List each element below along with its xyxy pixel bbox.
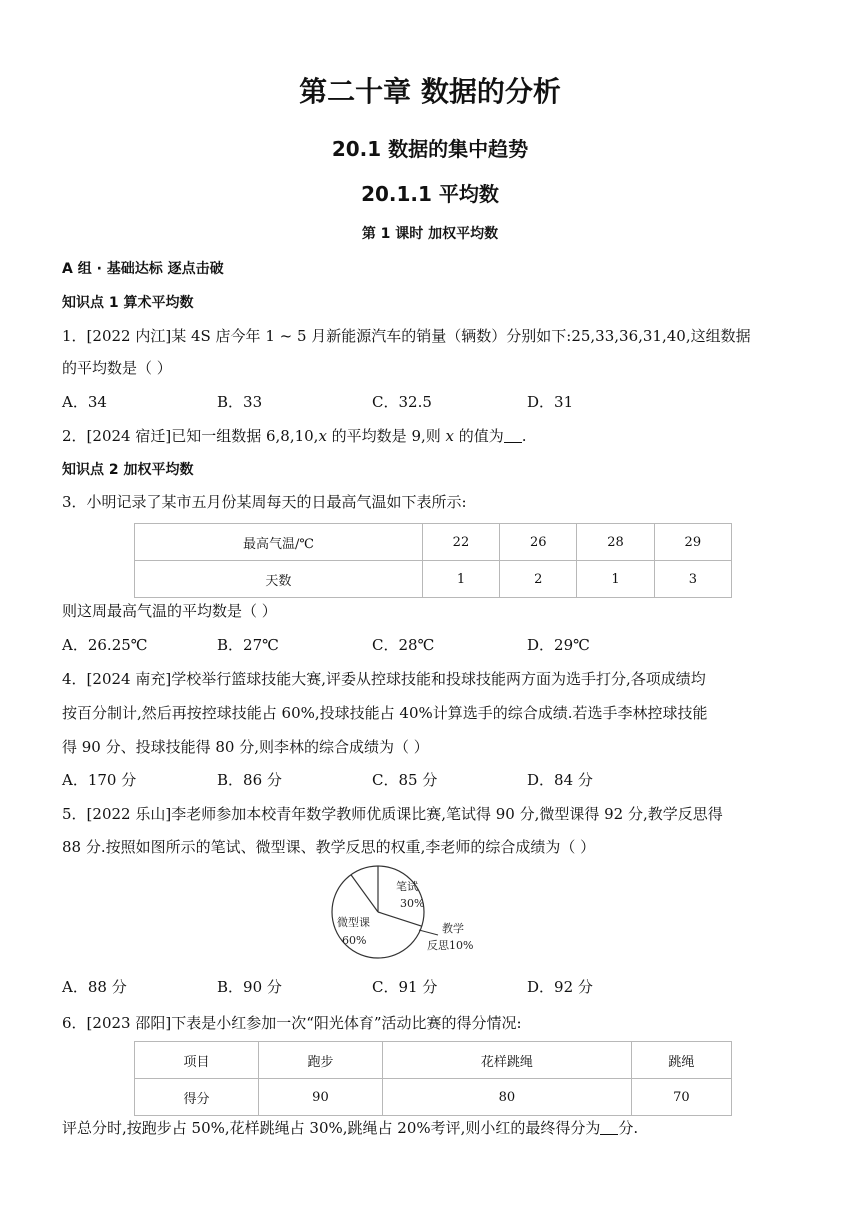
group-heading: A 组 · 基础达标 逐点击破 xyxy=(62,261,224,277)
table-cell: 90 xyxy=(258,1079,382,1116)
q3-line-2: 则这周最高气温的平均数是（ ） xyxy=(62,602,277,620)
q1-line-2: 的平均数是（ ） xyxy=(62,359,172,377)
table-cell: 花样跳绳 xyxy=(382,1042,631,1079)
q6-text-after: 分. xyxy=(618,1119,639,1137)
table-cell: 80 xyxy=(382,1079,631,1116)
weight-pie-chart xyxy=(330,862,510,962)
table-row xyxy=(135,1042,732,1079)
subsection-title: 20.1.1 平均数 xyxy=(361,182,499,206)
section-title: 20.1 数据的集中趋势 xyxy=(331,137,529,161)
table-row xyxy=(135,1079,732,1116)
table-cell: 26 xyxy=(500,524,577,561)
pie-label-written: 笔试 xyxy=(396,880,418,893)
table-cell: 3 xyxy=(654,561,731,598)
table-cell: 70 xyxy=(631,1079,731,1116)
pie-value-written: 30% xyxy=(400,897,425,910)
q4-line-1: 4．[2024 南充]学校举行篮球技能大赛,评委从控球技能和投球技能两方面为选手打分,各项成绩均 xyxy=(62,670,706,688)
q1-line-1: 1．[2022 内江]某 4S 店今年 1 ~ 5 月新能源汽车的销量（辆数）分别如下:25,33,36,31,40,这组数据 xyxy=(62,327,751,345)
q3-option-d[interactable]: D．29℃ xyxy=(527,636,590,654)
q5-option-b[interactable]: B．90 分 xyxy=(217,978,282,996)
q5-option-d[interactable]: D．92 分 xyxy=(527,978,593,996)
q1-options xyxy=(62,391,682,412)
table-cell: 最高气温/℃ xyxy=(135,524,423,561)
table-cell: 项目 xyxy=(135,1042,259,1079)
q5-line-1: 5．[2022 乐山]李老师参加本校青年数学教师优质课比赛,笔试得 90 分,微型课得 92 分,教学反思得 xyxy=(62,805,723,823)
q2-text-middle: 的平均数是 9,则 xyxy=(326,427,446,445)
table-cell: 得分 xyxy=(135,1079,259,1116)
table-cell: 2 xyxy=(500,561,577,598)
q4-option-c[interactable]: C．85 分 xyxy=(372,771,438,789)
q4-line-3: 得 90 分、投球技能得 80 分,则李林的综合成绩为（ ） xyxy=(62,738,429,756)
chapter-title: 第二十章 数据的分析 xyxy=(299,75,561,108)
q1-option-b[interactable]: B．33 xyxy=(217,393,263,411)
pie-value-microlesson: 60% xyxy=(342,934,367,947)
lesson-title: 第 1 课时 加权平均数 xyxy=(361,226,499,242)
q3-option-b[interactable]: B．27℃ xyxy=(217,636,279,654)
knowledge-point-2: 知识点 2 加权平均数 xyxy=(62,462,194,478)
pie-label-microlesson: 微型课 xyxy=(337,916,370,929)
q5-option-a[interactable]: A．88 分 xyxy=(62,978,127,996)
q3-option-c[interactable]: C．28℃ xyxy=(372,636,435,654)
table-cell: 跑步 xyxy=(258,1042,382,1079)
q2-line xyxy=(62,425,527,446)
q1-option-d[interactable]: D．31 xyxy=(527,393,574,411)
q6-text-before: 评总分时,按跑步占 50%,花样跳绳占 30%,跳绳占 20%考评,则小红的最终得分为 xyxy=(62,1119,601,1137)
q3-options xyxy=(62,634,682,655)
q4-option-a[interactable]: A．170 分 xyxy=(62,771,137,789)
table-cell: 1 xyxy=(422,561,499,598)
knowledge-point-1: 知识点 1 算术平均数 xyxy=(62,295,194,311)
q5-line-2: 88 分.按照如图所示的笔试、微型课、教学反思的权重,李老师的综合成绩为（ ） xyxy=(62,838,596,856)
q2-answer-blank[interactable] xyxy=(504,428,522,443)
q5-option-c[interactable]: C．91 分 xyxy=(372,978,438,996)
q5-options xyxy=(62,976,682,997)
q4-option-b[interactable]: B．86 分 xyxy=(217,771,282,789)
table-cell: 29 xyxy=(654,524,731,561)
q6-score-table xyxy=(134,1041,732,1116)
q2-text-end: . xyxy=(521,427,527,445)
table-row xyxy=(135,524,732,561)
q1-option-c[interactable]: C．32.5 xyxy=(372,393,432,411)
q6-line-2 xyxy=(62,1117,638,1138)
q4-options xyxy=(62,769,682,790)
table-cell: 跳绳 xyxy=(631,1042,731,1079)
table-cell: 天数 xyxy=(135,561,423,598)
pie-leader-line xyxy=(419,930,438,935)
q3-option-a[interactable]: A．26.25℃ xyxy=(62,636,148,654)
q1-option-a[interactable]: A．34 xyxy=(62,393,107,411)
table-row xyxy=(135,561,732,598)
q2-variable-x-2: x xyxy=(445,427,454,445)
pie-label-reflection-1: 教学 xyxy=(442,922,464,935)
q3-line-1: 3．小明记录了某市五月份某周每天的日最高气温如下表所示: xyxy=(62,493,467,511)
q2-text-before: 2．[2024 宿迁]已知一组数据 6,8,10, xyxy=(62,427,319,445)
table-cell: 1 xyxy=(577,561,654,598)
q2-variable-x: x xyxy=(318,427,327,445)
table-cell: 28 xyxy=(577,524,654,561)
q4-line-2: 按百分制计,然后再按控球技能占 60%,投球技能占 40%计算选手的综合成绩.若选手李林控球技能 xyxy=(62,704,708,722)
q4-option-d[interactable]: D．84 分 xyxy=(527,771,593,789)
q2-text-after: 的值为 xyxy=(454,427,504,445)
table-cell: 22 xyxy=(422,524,499,561)
pie-label-reflection-2: 反思10% xyxy=(427,939,474,952)
q3-temperature-table xyxy=(134,523,732,598)
q6-line-1: 6．[2023 邵阳]下表是小红参加一次“阳光体育”活动比赛的得分情况: xyxy=(62,1014,522,1032)
q6-answer-blank[interactable] xyxy=(600,1120,618,1135)
